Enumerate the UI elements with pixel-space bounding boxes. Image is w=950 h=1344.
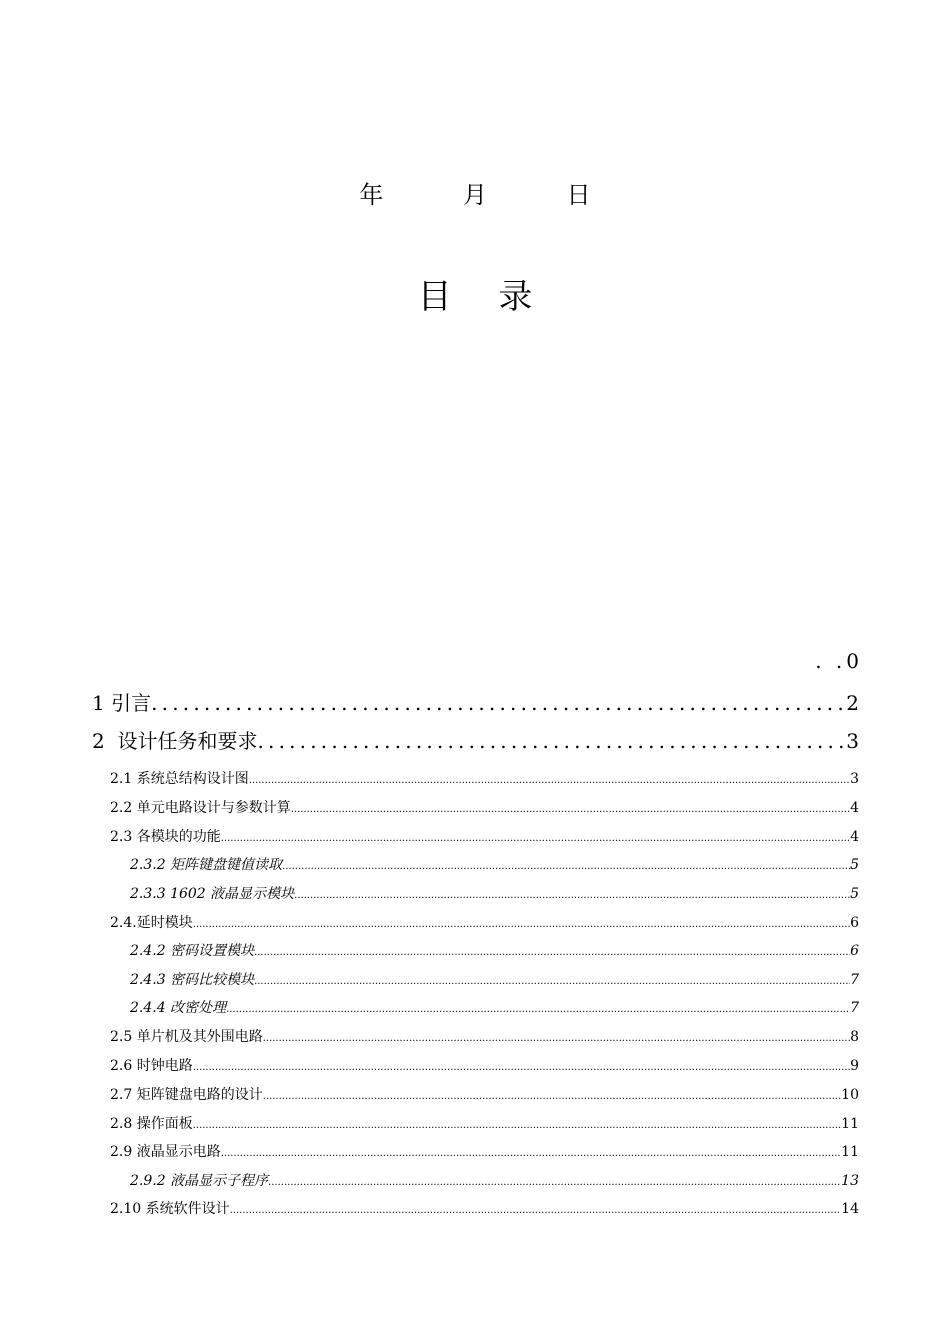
toc-leader (221, 830, 850, 848)
toc-entry[interactable] (130, 856, 859, 876)
toc-entry-page: 7 (850, 1000, 859, 1016)
toc-entry-page: 2 (846, 691, 859, 715)
toc-entry[interactable] (110, 828, 859, 848)
toc-entry-page: 7 (850, 972, 859, 988)
toc-entry-label: 2.8 操作面板 (110, 1116, 193, 1132)
toc-leader (226, 1001, 850, 1019)
toc-entry-page: 10 (841, 1087, 859, 1103)
toc-entry-page: 9 (850, 1058, 859, 1074)
toc-leader (254, 944, 850, 962)
toc-entry-label: 2.5 单片机及其外围电路 (110, 1029, 263, 1045)
toc-entry-page: 8 (850, 1029, 859, 1045)
toc-entry-page: 5 (850, 857, 859, 873)
toc-entry-label: 2.10 系统软件设计 (110, 1201, 230, 1217)
toc-entry[interactable] (110, 1115, 859, 1135)
toc-entry-label: 2.3.3 1602 液晶显示模块 (130, 886, 295, 902)
toc-entry-page: 4 (850, 800, 859, 816)
toc-entry-page: 11 (841, 1144, 859, 1160)
toc-entry[interactable] (130, 1172, 859, 1192)
toc-entry[interactable] (110, 1057, 859, 1077)
toc-entry-label: 2.4.延时模块 (110, 915, 193, 931)
date-month: 月 (463, 181, 487, 209)
date-year: 年 (359, 181, 384, 209)
toc-leader (294, 887, 850, 905)
toc-leader (151, 690, 846, 716)
toc-entry-label: 2.4.4 改密处理 (130, 1000, 227, 1016)
toc-entry[interactable] (110, 1086, 859, 1106)
toc-entry[interactable] (130, 885, 859, 905)
toc-entry-page: 14 (841, 1201, 859, 1217)
toc-entry-label: 2.3.2 矩阵键盘键值读取 (130, 857, 283, 873)
toc-entry-page: 3 (846, 729, 859, 753)
toc-entry[interactable] (110, 1200, 859, 1220)
toc-leader (268, 1174, 841, 1192)
toc-leader (249, 772, 850, 790)
date-line (0, 180, 950, 210)
toc-entry-page: 3 (850, 771, 859, 787)
toc-entry-label: 2.6 时钟电路 (110, 1058, 193, 1074)
toc-leader (254, 973, 850, 991)
toc-entry[interactable] (110, 1028, 859, 1048)
toc-entry-page: 6 (850, 915, 859, 931)
toc-leader (193, 1059, 850, 1077)
toc-leader (263, 1030, 850, 1048)
toc-entry-label: 2.4.2 密码设置模块 (130, 943, 255, 959)
toc-entry-label: 2.7 矩阵键盘电路的设计 (110, 1087, 263, 1103)
toc-title: 目 录 (417, 277, 551, 317)
toc-entry-page: 13 (841, 1173, 859, 1189)
toc-leader (291, 801, 850, 819)
toc-entry[interactable] (92, 728, 859, 754)
toc-leader (282, 858, 850, 876)
toc-entry-label: 2 设计任务和要求 (92, 729, 258, 753)
date-day: 日 (566, 181, 591, 209)
toc-entry-label: 2.2 单元电路设计与参数计算 (110, 800, 291, 816)
toc-leader (257, 728, 846, 754)
toc-leader: . . (815, 649, 847, 673)
toc-entry[interactable] (110, 770, 859, 790)
toc-leader (193, 916, 850, 934)
toc-entry-label: 2.9 液晶显示电路 (110, 1144, 221, 1160)
toc-leader (263, 1088, 841, 1106)
toc-entry-leader-only[interactable] (92, 648, 859, 674)
toc-entry[interactable] (130, 999, 859, 1019)
toc-entry-label: 2.1 系统总结构设计图 (110, 771, 249, 787)
toc-entry-page: 6 (850, 943, 859, 959)
toc-entry[interactable] (92, 690, 859, 716)
toc-entry[interactable] (110, 914, 859, 934)
toc-entry-label: 2.3 各模块的功能 (110, 829, 221, 845)
toc-entry-page: 4 (850, 829, 859, 845)
toc-entry-label: 1 引言 (92, 691, 152, 715)
toc-leader (230, 1202, 842, 1220)
toc-entry[interactable] (110, 1143, 859, 1163)
toc-entry-page: 11 (841, 1116, 859, 1132)
toc-leader (193, 1117, 841, 1135)
toc-entry-page: 0 (846, 649, 859, 673)
toc-entry[interactable] (110, 799, 859, 819)
toc-entry[interactable] (130, 971, 859, 991)
toc-entry-page: 5 (850, 886, 859, 902)
toc-entry-label: 2.9.2 液晶显示子程序 (130, 1173, 269, 1189)
toc-leader (221, 1145, 841, 1163)
toc-entry-label: 2.4.3 密码比较模块 (130, 972, 255, 988)
toc-entry[interactable] (130, 942, 859, 962)
